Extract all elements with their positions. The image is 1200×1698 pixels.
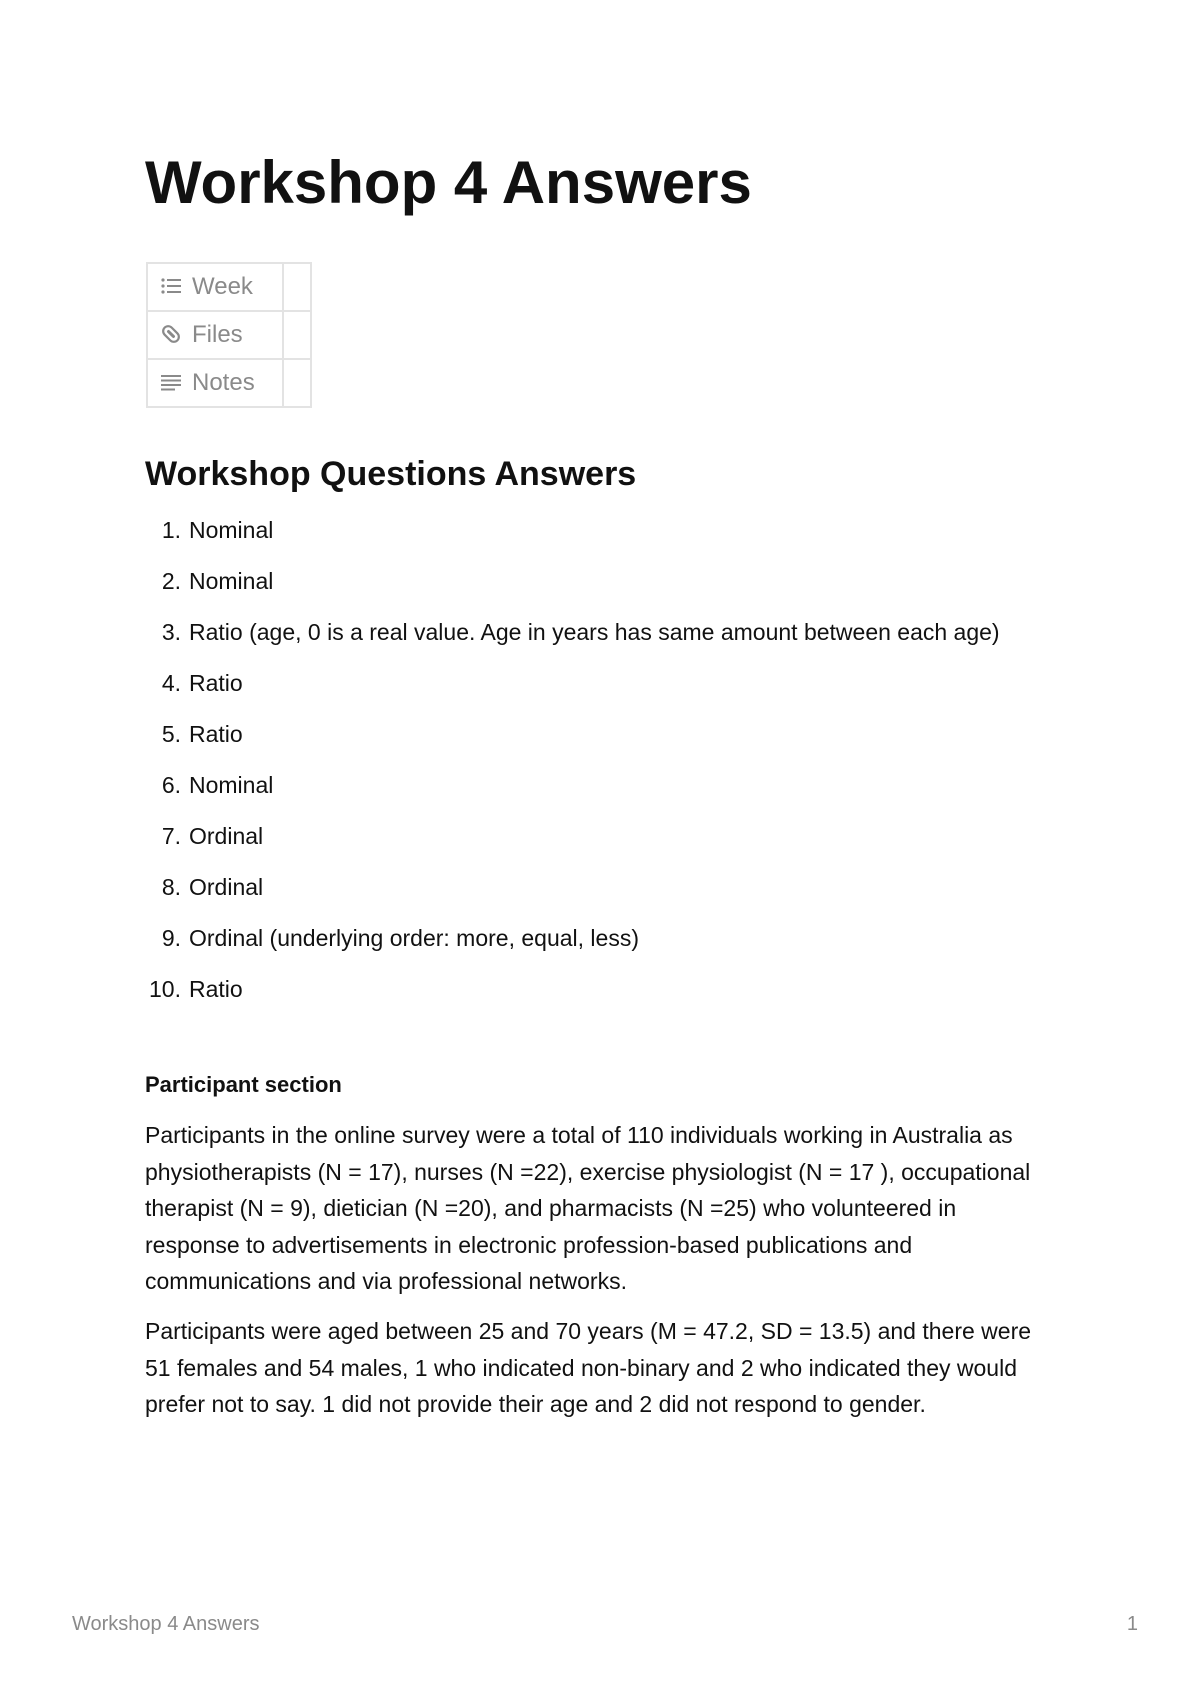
list-item xyxy=(145,865,1000,916)
property-label: Files xyxy=(192,321,243,348)
list-item xyxy=(145,508,1000,559)
list-item xyxy=(145,916,1000,967)
list-item-text: Nominal xyxy=(189,517,274,543)
list-item xyxy=(145,967,1000,1018)
list-item-number: 5. xyxy=(161,721,181,747)
list-item-number: 9. xyxy=(161,925,181,951)
participant-section-heading: Participant section xyxy=(145,1072,342,1097)
list-item xyxy=(145,610,1000,661)
list-item-number: 3. xyxy=(161,619,181,645)
property-row-notes xyxy=(147,359,311,407)
list-item-number: 8. xyxy=(161,874,181,900)
property-row-week xyxy=(147,263,311,311)
list-item-text: Ratio xyxy=(189,976,243,1002)
list-item xyxy=(145,559,1000,610)
property-label: Notes xyxy=(192,369,255,396)
list-item-number: 6. xyxy=(161,772,181,798)
property-value-week[interactable] xyxy=(283,263,311,311)
list-item-number: 4. xyxy=(161,670,181,696)
list-item-number: 10. xyxy=(149,976,181,1002)
footer-title: Workshop 4 Answers xyxy=(72,1613,260,1635)
property-label: Week xyxy=(192,273,253,300)
list-item xyxy=(145,712,1000,763)
answers-list xyxy=(145,508,1000,1018)
list-item-text: Ordinal xyxy=(189,874,264,900)
list-item-text: Ordinal xyxy=(189,823,264,849)
list-item-text: Ordinal (underlying order: more, equal, less) xyxy=(189,925,639,951)
property-name-week[interactable] xyxy=(147,263,283,311)
list-item xyxy=(145,814,1000,865)
participant-paragraph: Participants were aged between 25 and 70 years (M = 47.2, SD = 13.5) and there were 51 females and 54 males, 1 who indicated non-binary and 2 who indicated they would prefer not to say. 1 did not provide their age and 2 did not respond to gender. xyxy=(145,1318,1032,1417)
list-item-text: Ratio xyxy=(189,670,243,696)
list-item xyxy=(145,661,1000,712)
property-name-notes[interactable] xyxy=(147,359,283,407)
text-lines-icon xyxy=(160,371,182,393)
list-icon xyxy=(160,275,182,297)
list-item xyxy=(145,763,1000,814)
list-item-text: Ratio xyxy=(189,721,243,747)
property-value-files[interactable] xyxy=(283,311,311,359)
list-item-number: 1. xyxy=(161,517,181,543)
property-row-files xyxy=(147,311,311,359)
paperclip-icon xyxy=(160,323,182,345)
participant-paragraph: Participants in the online survey were a total of 110 individuals working in Australia as physiotherapists (N = 17), nurses (N =22), exercise physiologist (N = 17 ), occupational therapist (N = 9), dietician (N =20), and pharmacists (N =25) who volunteered in response to advertisements in electronic profession-based publications and communications and via professional networks. xyxy=(145,1122,1031,1294)
list-item-number: 2. xyxy=(161,568,181,594)
property-name-files[interactable] xyxy=(147,311,283,359)
section-heading: Workshop Questions Answers xyxy=(145,455,637,493)
footer-page-number: 1 xyxy=(1126,1613,1138,1635)
list-item-text: Nominal xyxy=(189,772,274,798)
properties-table xyxy=(146,262,312,408)
list-item-number: 7. xyxy=(161,823,181,849)
property-value-notes[interactable] xyxy=(283,359,311,407)
list-item-text: Ratio (age, 0 is a real value. Age in years has same amount between each age) xyxy=(189,619,1000,645)
list-item-text: Nominal xyxy=(189,568,274,594)
page-title: Workshop 4 Answers xyxy=(145,149,752,216)
